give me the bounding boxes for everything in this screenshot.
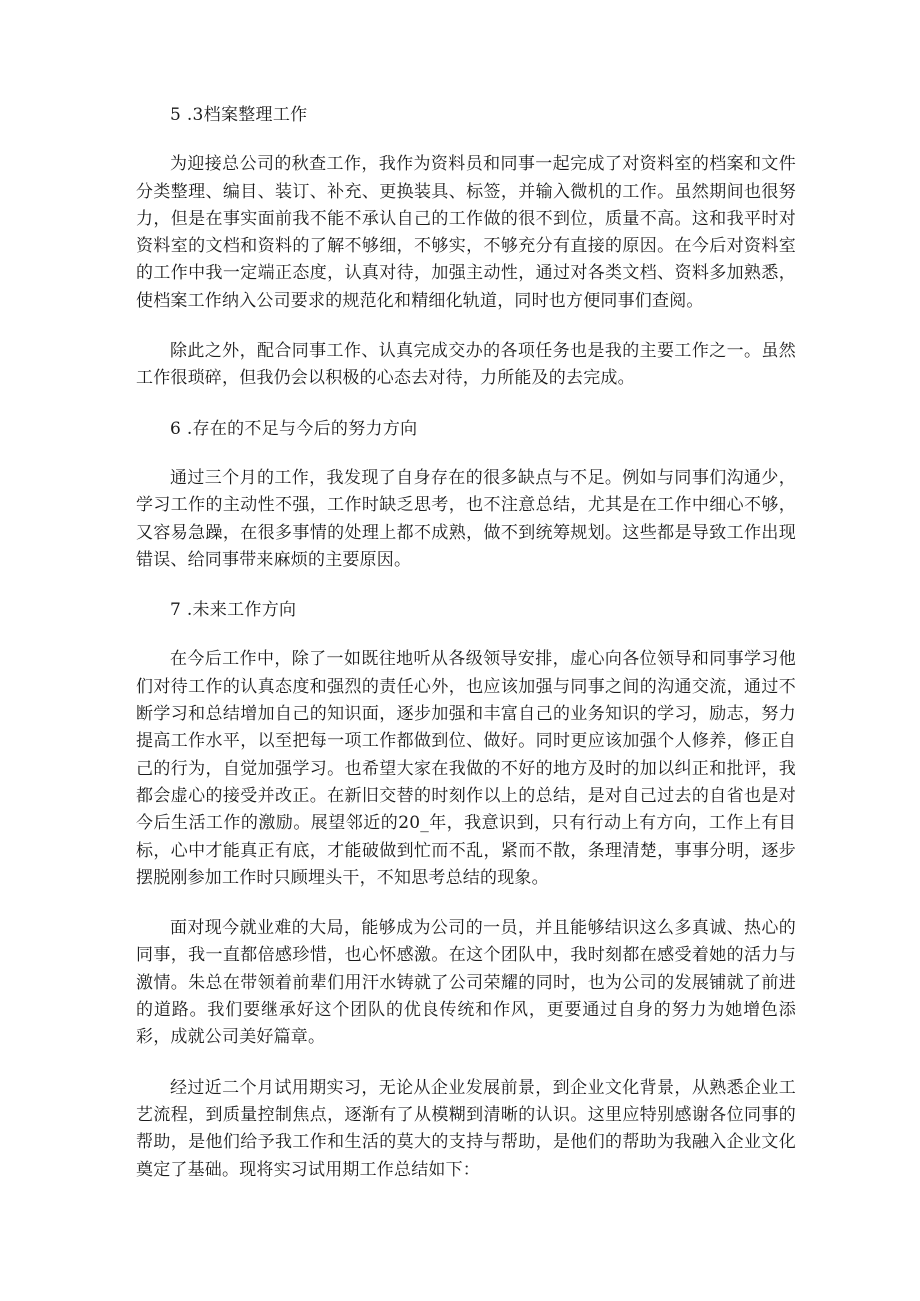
document-body [136, 102, 796, 1184]
section-heading-7: 7 .未来工作方向 [170, 600, 297, 621]
section-heading-6: 6 .存在的不足与今后的努力方向 [170, 418, 418, 439]
section-heading-5-3: 5 .3档案整理工作 [170, 105, 308, 125]
paragraph-shortcomings: 通过三个月的工作，我发现了自身存在的很多缺点与不足。例如与同事们沟通少，学习工作的主动性不强，工作时缺乏思考，也不注意总结，尤其是在工作中细心不够，又容易急躁，在很多事情的处理上都不成熟，做不到统筹规划。这些都是导致工作出现错误、给同事带来麻烦的主要原因。 [136, 467, 796, 570]
paragraph-probation-summary: 经过近二个月试用期实习，无论从企业发展前景，到企业文化背景，从熟悉企业工艺流程，到质量控制焦点，逐渐有了从模糊到清晰的认识。这里应特别感谢各位同事的帮助，是他们给予我工作和生活的莫大的支持与帮助，是他们的帮助为我融入企业文化奠定了基础。现将实习试用期工作总结如下： [136, 1077, 796, 1180]
paragraph-other-duties: 除此之外，配合同事工作、认真完成交办的各项任务也是我的主要工作之一。虽然工作很琐碎，但我仍会以积极的心态去对待，力所能及的去完成。 [136, 341, 796, 389]
paragraph-future-direction: 在今后工作中，除了一如既往地听从各级领导安排，虚心向各位领导和同事学习他们对待工作的认真态度和强烈的责任心外，也应该加强与同事之间的沟通交流，通过不断学习和总结增加自己的知识面，逐步加强和丰富自己的业务知识的学习，励志，努力提高工作水平，以至把每一项工作都做到位、做好。同时更应该加强个人修养，修正自己的行为，自觉加强学习。也希望大家在我做的不好的地方及时的加以纠正和批评，我都会虚心的接受并改正。在新旧交替的时刻作以上的总结，是对自己过去的自省也是对今后生活工作的激励。展望邻近的20_年，我意识到，只有行动上有方向，工作上有目标，心中才能真正有底，才能破做到忙而不乱，紧而不散，条理清楚，事事分明，逐步摆脱刚参加工作时只顾埋头干，不知思考总结的现象。 [136, 649, 796, 888]
paragraph-archive-work: 为迎接总公司的秋查工作，我作为资料员和同事一起完成了对资料室的档案和文件分类整理、编目、装订、补充、更换装具、标签，并输入微机的工作。虽然期间也很努力，但是在事实面前我不能不承认自己的工作做的很不到位，质量不高。这和我平时对资料室的文档和资料的了解不够细，不够实，不够充分有直接的原因。在今后对资料室的工作中我一定端正态度，认真对待，加强主动性，通过对各类文档、资料多加熟悉，使档案工作纳入公司要求的规范化和精细化轨道，同时也方便同事们查阅。 [136, 154, 796, 311]
paragraph-team-gratitude: 面对现今就业难的大局，能够成为公司的一员，并且能够结识这么多真诚、热心的同事，我一直都倍感珍惜，也心怀感激。在这个团队中，我时刻都在感受着她的活力与激情。朱总在带领着前辈们用汗水铸就了公司荣耀的同时，也为公司的发展铺就了前进的道路。我们要继承好这个团队的优良传统和作风，更要通过自身的努力为她增色添彩，成就公司美好篇章。 [136, 918, 796, 1048]
